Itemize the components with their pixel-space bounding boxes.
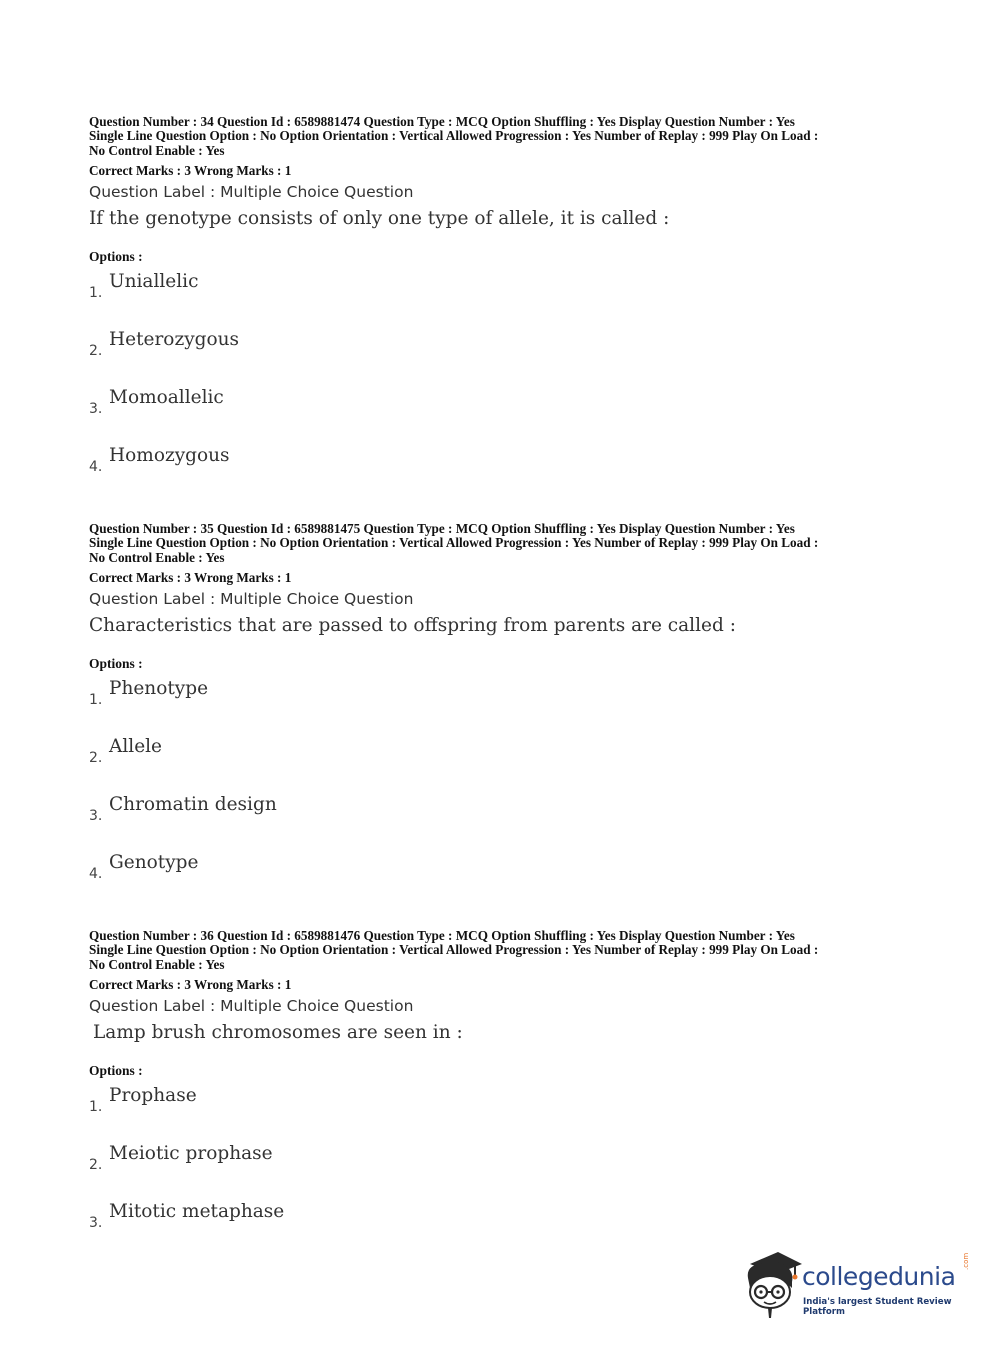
option-item — [89, 445, 919, 503]
options-title: Options : — [89, 249, 143, 265]
option-text: Allele — [109, 736, 163, 758]
option-text: Uniallelic — [109, 271, 199, 293]
option-text: Prophase — [109, 1085, 197, 1107]
marks-line: Correct Marks : 3 Wrong Marks : 1 — [89, 570, 292, 586]
question-label: Question Label : Multiple Choice Question — [89, 590, 414, 609]
question-label: Question Label : Multiple Choice Question — [89, 997, 414, 1016]
option-item — [89, 852, 919, 910]
option-text: Phenotype — [109, 678, 209, 700]
mascot-icon — [742, 1248, 804, 1320]
logo-tagline: India's largest Student Review Platform — [803, 1297, 952, 1317]
option-number: 2. — [89, 1157, 103, 1174]
options-title: Options : — [89, 1063, 143, 1079]
option-number: 2. — [89, 343, 103, 360]
question-meta-line: Single Line Question Option : No Option Orientation : Vertical Allowed Progression : Yes Number of Replay : 999 Play On Load : — [89, 535, 819, 551]
question-stem: If the genotype consists of only one type of allele, it is called : — [89, 208, 670, 230]
options-list — [89, 1085, 919, 1259]
question-meta-line: Single Line Question Option : No Option Orientation : Vertical Allowed Progression : Yes Number of Replay : 999 Play On Load : — [89, 942, 819, 958]
question-meta-line: Question Number : 36 Question Id : 6589881476 Question Type : MCQ Option Shuffling : Yes Display Question Number : Yes — [89, 928, 795, 943]
question-block-35 — [89, 522, 919, 910]
option-number: 4. — [89, 866, 103, 883]
option-item — [89, 794, 919, 852]
option-text: Momoallelic — [109, 387, 224, 409]
option-text: Mitotic metaphase — [109, 1201, 285, 1223]
option-text: Genotype — [109, 852, 199, 874]
option-number: 1. — [89, 285, 103, 302]
logo-wordmark: collegedunia — [802, 1262, 956, 1291]
option-number: 2. — [89, 750, 103, 767]
option-number: 3. — [89, 1215, 103, 1232]
question-meta-line: No Control Enable : Yes — [89, 956, 225, 972]
option-number: 3. — [89, 808, 103, 825]
question-block-36 — [89, 929, 919, 1259]
question-meta-line: Single Line Question Option : No Option Orientation : Vertical Allowed Progression : Yes Number of Replay : 999 Play On Load : — [89, 128, 819, 144]
marks-line: Correct Marks : 3 Wrong Marks : 1 — [89, 977, 292, 993]
options-title: Options : — [89, 656, 143, 672]
option-item — [89, 1143, 919, 1201]
question-meta-line: Question Number : 34 Question Id : 6589881474 Question Type : MCQ Option Shuffling : Yes Display Question Number : Yes — [89, 114, 795, 129]
question-label: Question Label : Multiple Choice Question — [89, 183, 414, 202]
option-item — [89, 1085, 919, 1143]
question-meta-line: Question Number : 35 Question Id : 6589881475 Question Type : MCQ Option Shuffling : Yes Display Question Number : Yes — [89, 521, 795, 536]
question-meta-line: No Control Enable : Yes — [89, 549, 225, 565]
option-item — [89, 271, 919, 329]
option-number: 4. — [89, 459, 103, 476]
question-meta-line: No Control Enable : Yes — [89, 142, 225, 158]
marks-line: Correct Marks : 3 Wrong Marks : 1 — [89, 163, 292, 179]
option-item — [89, 329, 919, 387]
option-item — [89, 678, 919, 736]
question-stem: Lamp brush chromosomes are seen in : — [93, 1022, 463, 1044]
option-item — [89, 736, 919, 794]
option-number: 3. — [89, 401, 103, 418]
options-list — [89, 271, 919, 503]
option-text: Meiotic prophase — [109, 1143, 273, 1165]
option-text: Heterozygous — [109, 329, 240, 351]
option-text: Homozygous — [109, 445, 230, 467]
logo-suffix: .com — [962, 1252, 970, 1270]
option-number: 1. — [89, 1099, 103, 1116]
question-stem: Characteristics that are passed to offspring from parents are called : — [89, 615, 736, 637]
option-text: Chromatin design — [109, 794, 277, 816]
options-list — [89, 678, 919, 910]
question-block-34 — [89, 115, 919, 503]
option-number: 1. — [89, 692, 103, 709]
collegedunia-logo — [742, 1248, 972, 1318]
option-item — [89, 387, 919, 445]
